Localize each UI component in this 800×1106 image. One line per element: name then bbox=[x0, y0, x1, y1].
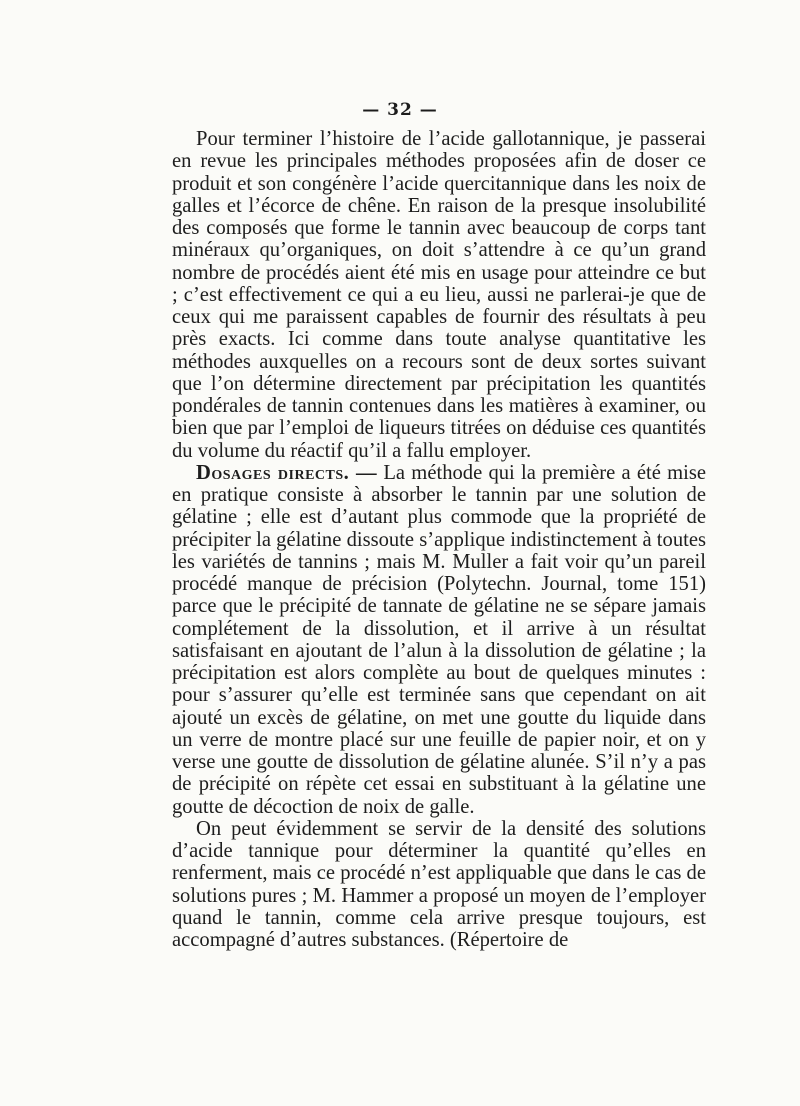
section-heading-dosages-directs: Dosages directs. — bbox=[196, 461, 378, 484]
paragraph-densite bbox=[172, 818, 706, 952]
page-number: — 32 — bbox=[362, 100, 438, 120]
paragraph-intro-text: Pour terminer l’histoire de l’acide gallotannique, je passerai en revue les principales méthodes proposées afin de doser ce produit et son congénère l’acide quercitannique dans les noix de galles et l’écorce de chêne. En raison de la presque insolubilité des composés que forme le tannin avec beaucoup de corps tant minéraux qu’organiques, on doit s’attendre à ce qu’un grand nombre de procédés aient été mis en usage pour atteindre ce but ; c’est effectivement ce qui a eu lieu, aussi ne parlerai-je que de ceux qui me paraissent capables de fournir des résultats à peu près exacts. Ici comme dans toute analyse quantitative les méthodes auxquelles on a recours sont de deux sortes suivant que l’on détermine directement par précipitation les quantités pondérales de tannin contenues dans les matières à examiner, ou bien que par l’emploi de liqueurs titrées on déduise ces quantités du volume du réactif qu’il a fallu employer. bbox=[172, 128, 706, 462]
paragraph-densite-text: On peut évidemment se servir de la densité des solutions d’acide tannique pour déterminer la quantité qu’elles en renferment, mais ce procédé n’est appliquable que dans le cas de solutions pures ; M. Hammer a proposé un moyen de l’employer quand le tannin, comme cela arrive presque toujours, est accompagné d’autres substances. (Répertoire de bbox=[172, 817, 706, 951]
body-text bbox=[172, 128, 706, 951]
paragraph-dosages-directs bbox=[172, 462, 706, 818]
paragraph-dosages-directs-text: La méthode qui la première a été mise en pratique consiste à absorber le tannin par une solution de gélatine ; elle est d’autant plus commode que la propriété de précipiter la gélatine dissoute s’applique indistinctement à toutes les variétés de tannins ; mais M. Muller a fait voir qu’un pareil procédé manque de précision (Polytechn. Journal, tome 151) parce que le précipité de tannate de gélatine ne se sépare jamais complétement de la dissolution, et il arrive à un résultat satisfaisant en ajoutant de l’alun à la dissolution de gélatine ; la précipitation est alors complète au bout de quelques minutes : pour s’assurer qu’elle est terminée sans que cependant on ait ajouté un excès de gélatine, on met une goutte du liquide dans un verre de montre placé sur une feuille de papier noir, et on y verse une goutte de dissolution de gélatine alunée. S’il n’y a pas de précipité on répète cet essai en substituant à la gélatine une goutte de décoction de noix de galle. bbox=[172, 461, 706, 818]
paragraph-intro bbox=[172, 128, 706, 462]
